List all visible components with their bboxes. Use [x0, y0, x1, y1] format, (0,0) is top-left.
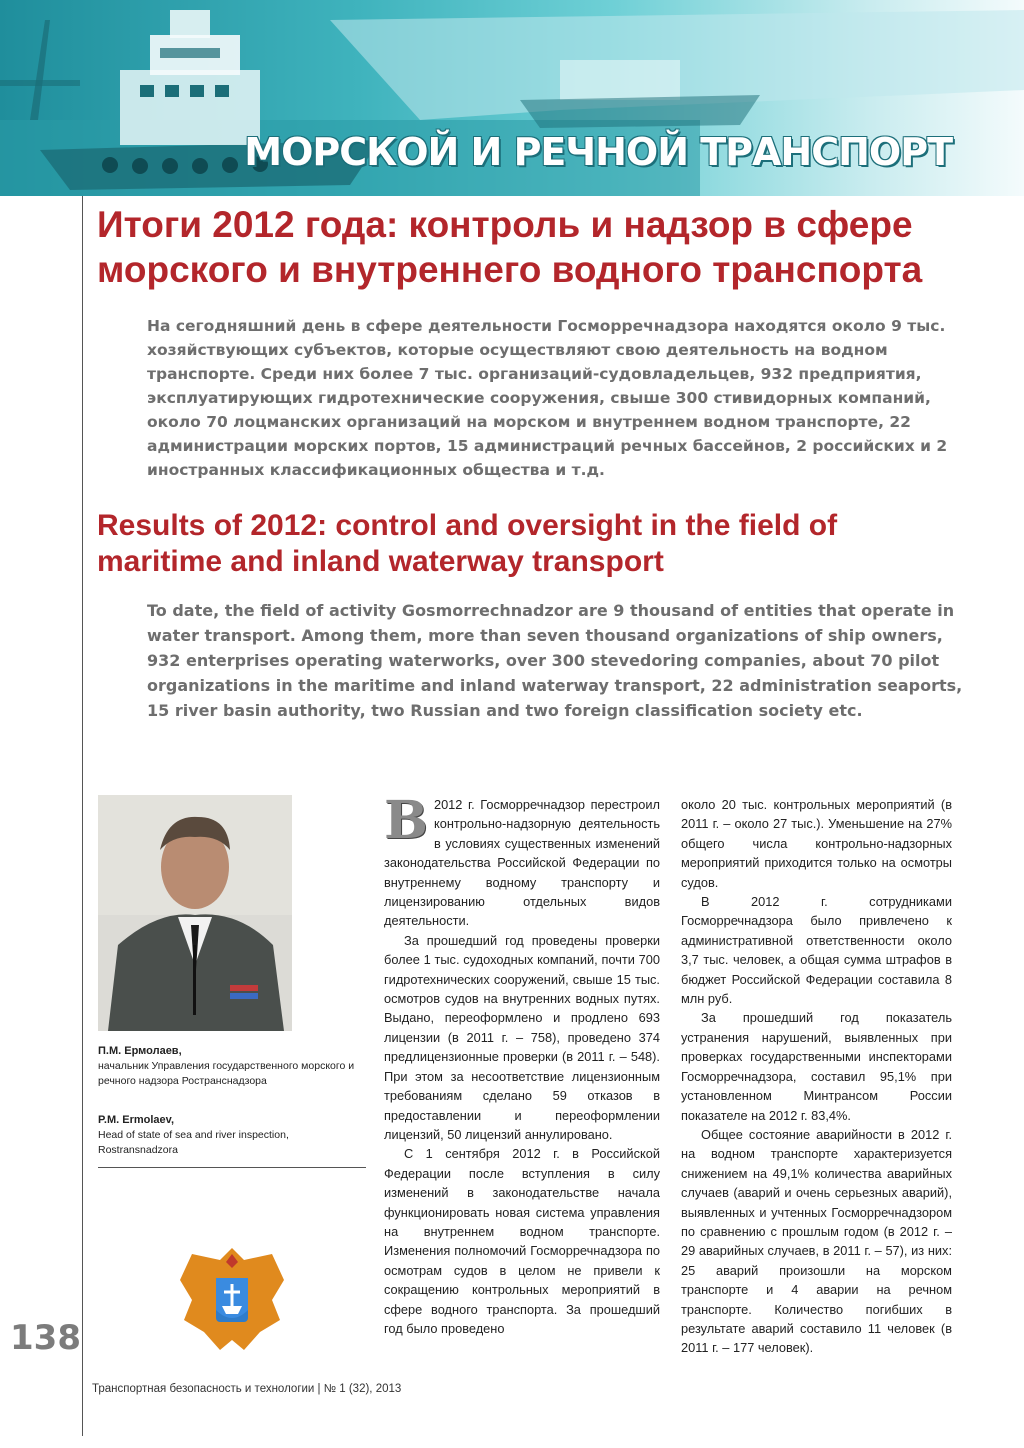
body-paragraph: За прошедший год показатель устранения нарушений, выявленных при проверках государственными инспекторами Госморречнадзора, составил 95,1% при установленном Минтрансом России показателе на 2012 г. 83,4%.: [681, 1010, 952, 1123]
caption-role-ru: начальник Управления государственного морского и речного надзора Ространснадзора: [98, 1060, 355, 1087]
caption-name-en: P.M. Ermolaev,: [98, 1114, 175, 1126]
caption-name-ru: П.М. Ермолаев,: [98, 1045, 182, 1057]
article-title-ru: Итоги 2012 года: контроль и надзор в сфере морского и внутреннего водного транспорта: [97, 204, 923, 290]
portrait-photo: [98, 795, 292, 1031]
body-column-2: [681, 795, 952, 1358]
article-title-en: Results of 2012: control and oversight in the field of maritime and inland waterway transport: [97, 509, 838, 578]
caption-divider: [98, 1167, 366, 1168]
page-footer: Транспортная безопасность и технологии | № 1 (32), 2013: [92, 1383, 402, 1395]
body-paragraph: Общее состояние аварийности в 2012 г. на водном транспорте характеризуется снижением на 49,1% количества аварийных случаев (аварий и очень серьезных аварий), выявленных и учтенных Госморречнадзором по сравнению с прошлым годом (в 2012 г. – 29 аварийных случаев, в 2011 г. – 57), из них: 25 аварий произошли на морском транспорте и 4 аварии на речном транспорте. Количество погибших в результате аварий составило 11 человек (в 2011 г. – 177 человек).: [681, 1126, 952, 1356]
body-paragraph: В 2012 г. сотрудниками Госморречнадзора было привлечено к административной ответственности около 3,7 тыс. человек, а общая сумма штрафов в бюджет Российской Федерации составила 8 млн руб.: [681, 894, 952, 1007]
article-lead-ru: На сегодняшний день в сфере деятельности Госморречнадзора находятся около 9 тыс. хозяйствующих субъектов, которые осуществляют свою деятельность на водном транспорте. Среди них более 7 тыс. организаций-судовладельцев, 932 предприятия, эксплуатирующих гидротехнические сооружения, свыше 300 стивидорных компаний, около 70 лоцманских организаций на морском и внутреннем водном транспорте, 22 администрации морских портов, 15 администраций речных бассейнов, 2 российских и 2 иностранных классификационных общества и т.д.: [147, 317, 948, 479]
caption-en: [98, 1113, 368, 1158]
body-column-1: [384, 790, 660, 1338]
body-paragraph: 2012 г. Госморречнадзор перестроил контрольно-надзорную деятельность в условиях существенных изменений законодательства Российской Федерации по внутреннему водному транспорту и лицензированию отдельных видов деятельности.: [384, 797, 660, 929]
caption-role-en: Head of state of sea and river inspection, Rostransnadzora: [98, 1129, 289, 1156]
page-number: 138: [10, 1318, 81, 1358]
body-paragraph: около 20 тыс. контрольных мероприятий (в 2011 г. – около 27 тыс.). Уменьшение на 27% общего числа контрольно-надзорных мероприятий приходится только на осмотры судов.: [681, 797, 952, 890]
header-banner: [0, 0, 1024, 196]
body-paragraph: За прошедший год проведены проверки более 1 тыс. судоходных компаний, почти 700 гидротехнических сооружений, свыше 15 тыс. осмотров судов на внутренних водных путях. Выдано, переоформлено и продлено 693 лицензии (в 2011 г. – 758), проведено 374 предлицензионные проверки (в 2011 г. – 548). При этом за несоответствие лицензионным требованиям сделано 59 отказов в предоставлении и переоформлении лицензий, 50 лицензий аннулировано.: [384, 932, 660, 1142]
article-lead-en: To date, the field of activity Gosmorrechnadzor are 9 thousand of entities that operate in water transport. Among them, more than seven thousand organizations of ship owners, 932 enterprises operating waterworks, over 300 stevedoring companies, about 70 pilot organizations in the maritime and inland waterway transport, 22 administration seaports, 15 river basin authority, two Russian and two foreign classification society etc.: [147, 601, 963, 720]
section-title: МОРСКОЙ И РЕЧНОЙ ТРАНСПОРТ: [244, 130, 952, 174]
margin-rule: [82, 196, 83, 1436]
emblem-logo: [172, 1240, 292, 1360]
caption-ru: [98, 1044, 368, 1089]
drop-cap: В: [384, 790, 428, 851]
body-paragraph: С 1 сентября 2012 г. в Российской Федерации после вступления в силу изменений в законодательстве начала функционировать новая система управления на внутреннем водном транспорте. Изменения полномочий Госморречнадзора по осмотрам судов в целом не привели к сокращению контрольных мероприятий в сфере водного транспорта. За прошедший год было проведено: [384, 1146, 660, 1336]
